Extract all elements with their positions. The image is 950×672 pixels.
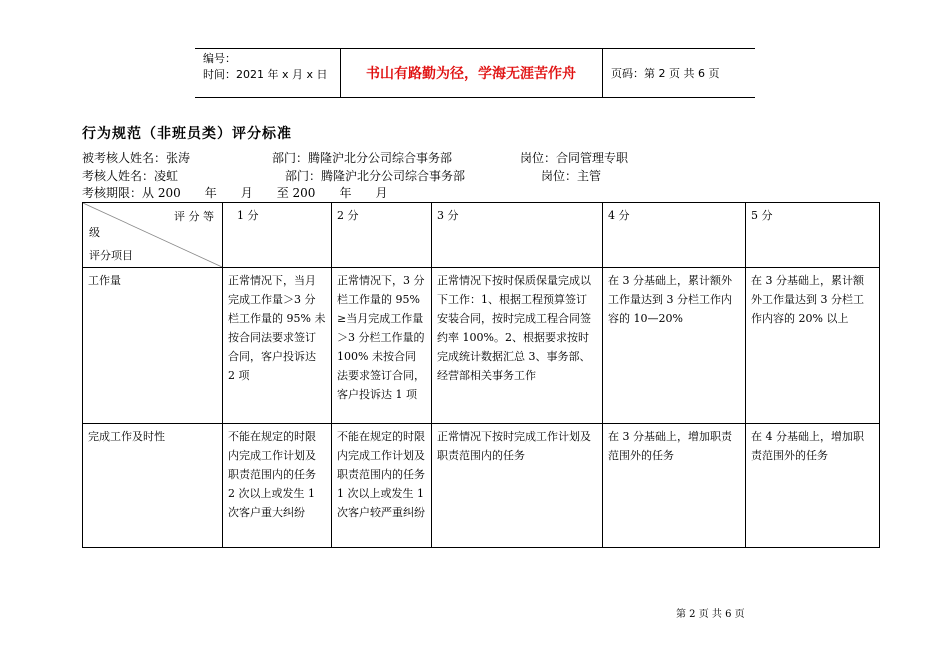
- table-cell: 正常情况下，当月完成工作量＞3 分栏工作量的 95% 未按合同法要求签订合同，客户投诉达 2 项: [223, 268, 332, 424]
- table-cell: 在 4 分基础上，增加职责范围外的任务: [746, 424, 880, 548]
- header-meta: [203, 51, 328, 83]
- row-item-label: 工作量: [83, 268, 223, 424]
- column-header: 5 分: [746, 203, 880, 268]
- table-cell: 在 3 分基础上，累计额外工作量达到 3 分栏工作内容的 20% 以上: [746, 268, 880, 424]
- reviewee-department: 部门：腾隆沪北分公司综合事务部: [272, 151, 453, 165]
- table-cell: 不能在规定的时限内完成工作计划及职责范围内的任务 1 次以上或发生 1 次客户较严重纠纷: [332, 424, 432, 548]
- document-number: 编号：: [203, 52, 236, 65]
- corner-label-item: 评分项目: [89, 249, 133, 262]
- page-title: 行为规范（非班员类）评分标准: [82, 126, 292, 142]
- review-period: 考核期限：从 200 年 月 至 200 年 月: [82, 186, 388, 200]
- header-divider: [602, 49, 603, 97]
- table-cell: 正常情况下按时完成工作计划及职责范围内的任务: [432, 424, 603, 548]
- corner-label-grade: 评 分 等: [174, 210, 214, 223]
- reviewee-post: 岗位：合同管理专职: [520, 151, 629, 165]
- table-row: [83, 268, 880, 424]
- corner-label-grade-suffix: 级: [89, 226, 100, 239]
- header-motto: 书山有路勤为径，学海无涯苦作舟: [366, 66, 576, 82]
- column-header: 2 分: [332, 203, 432, 268]
- column-header: 1 分: [223, 203, 332, 268]
- reviewer-department: 部门：腾隆沪北分公司综合事务部: [285, 169, 466, 183]
- column-header: 3 分: [432, 203, 603, 268]
- table-cell: 正常情况下，3 分栏工作量的 95%≥当月完成工作量＞3 分栏工作量的 100% 未按合同法要求签订合同，客户投诉达 1 项: [332, 268, 432, 424]
- document-time: 时间：2021 年 x 月 x 日: [203, 68, 328, 81]
- reviewer-post: 岗位：主管: [541, 169, 602, 183]
- reviewee-name: 被考核人姓名：张涛: [82, 151, 191, 165]
- table-header-row: [83, 203, 880, 268]
- row-item-label: 完成工作及时性: [83, 424, 223, 548]
- column-header: 4 分: [603, 203, 746, 268]
- table-cell: 在 3 分基础上，累计额外工作量达到 3 分栏工作内容的 10—20%: [603, 268, 746, 424]
- page-footer: 第 2 页 共 6 页: [676, 609, 745, 620]
- table-cell: 在 3 分基础上，增加职责范围外的任务: [603, 424, 746, 548]
- scoring-table: [82, 202, 880, 548]
- table-cell: 正常情况下按时保质保量完成以下工作：1、根据工程预算签订安装合同，按时完成工程合同签约率 100%。2、根据要求按时完成统计数据汇总 3、事务部、经营部相关事务工作: [432, 268, 603, 424]
- page-header: [195, 48, 755, 98]
- reviewer-name: 考核人姓名：凌虹: [82, 169, 179, 183]
- table-cell: 不能在规定的时限内完成工作计划及职责范围内的任务 2 次以上或发生 1 次客户重大纠纷: [223, 424, 332, 548]
- table-corner-cell: [83, 203, 223, 268]
- table-row: [83, 424, 880, 548]
- header-page-number: 页码：第 2 页 共 6 页: [611, 67, 720, 80]
